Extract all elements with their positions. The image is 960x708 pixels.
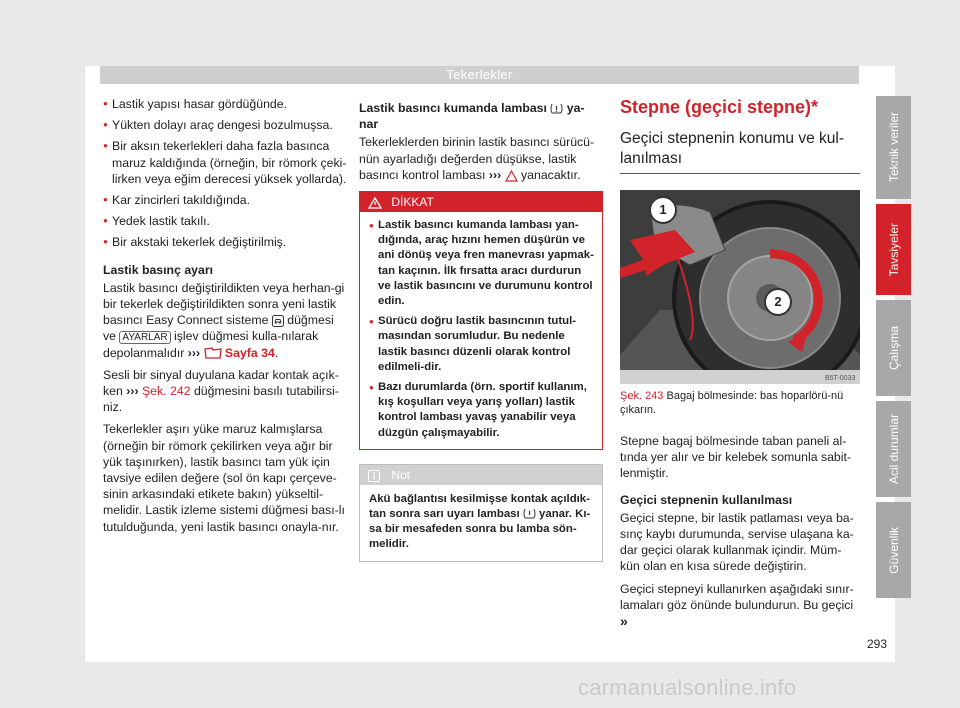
settings-key: AYARLAR <box>119 331 170 344</box>
page-link[interactable]: Sayfa 34 <box>224 345 275 360</box>
tire-pressure-icon <box>550 103 563 115</box>
paragraph: Stepne bagaj bölmesinde taban paneli al-tında yer alır ve bir kelebek somunla sabit-lenmiştir. <box>620 434 852 481</box>
note-text: Akü bağlantısı kesilmişse kontak açıldık-tan sonra sarı uyarı lambası yanar. Kı-sa bir mesafeden sonra bu lamba sön-melidir. <box>369 492 591 551</box>
figure-link[interactable]: Şek. 242 <box>141 384 191 399</box>
paragraph: Geçici stepneyi kullanırken aşağıdaki sınır-lamaları göz önünde bulundurun. Bu geçici » <box>620 581 854 630</box>
tab-guvenlik[interactable]: Güvenlik <box>876 502 911 598</box>
list-item: ● Sürücü doğru lastik basıncının tutul-masından sorumludur. Bu nedenle lastik basıncı düzenli olarak kontrol edilmeli-dir. <box>369 314 594 375</box>
section-subtitle: Geçici stepnenin konumu ve kul-lanılması <box>620 129 860 174</box>
warning-box <box>359 191 603 450</box>
page-header: Tekerlekler <box>100 66 859 84</box>
column-right <box>620 96 860 636</box>
column-middle <box>359 100 603 562</box>
paragraph: Tekerlekler aşırı yüke maruz kalmışlarsa (örneğin bir römork çekilirken veya ağır bir yük taşınırken), lastik basıncı tam yük için tavsiye edilen değere (sol ön kapı çerçeve-sinin arkasındaki etikete bakın) yükseltil-melidir. Lastik izleme sistemi düğmesi bası-lı tutulduğunda, yeni lastik basıncı onayla-nır. <box>103 422 345 534</box>
callout-1: 1 <box>649 196 677 224</box>
tab-acil-durumlar[interactable]: Acil durumlar <box>876 401 911 497</box>
tab-calisma[interactable]: Çalışma <box>876 300 911 396</box>
section-title: Stepne (geçici stepne)* <box>620 97 819 117</box>
section-heading: Lastik basınç ayarı <box>103 262 214 277</box>
arrow-icon: ››› <box>187 345 201 360</box>
list-item: ● Bazı durumlarda (örn. sportif kullanım, kış koşulları veya yarış yolları) lastik kontrol lambası yavaş yanabilir veya düzgün çalışmayabilir. <box>369 380 594 441</box>
list-item: ● Lastik yapısı hasar gördüğünde. <box>103 96 348 112</box>
list-item: ● Yükten dolayı araç dengesi bozulmuşsa. <box>103 117 348 133</box>
list-item: ● Yedek lastik takılı. <box>103 213 348 229</box>
warning-triangle-icon <box>505 170 518 182</box>
arrow-icon: ››› <box>126 384 139 399</box>
paragraph: Geçici stepne, bir lastik patlaması veya ba-sınç kaybı durumunda, servise ulaşana ka-dar geçici olarak kullanmak içindir. Müm-kün olan en kısa sürede değiştirin. <box>620 510 854 574</box>
warning-triangle-icon <box>368 197 382 209</box>
warning-header: DİKKAT <box>360 192 602 212</box>
callout-2: 2 <box>764 288 792 316</box>
tab-teknik-veriler[interactable]: Teknik veriler <box>876 96 911 199</box>
paragraph: Lastik basıncı değiştirildikten veya herhan-gi bir tekerlek değiştirildikten sonra yeni lastik basıncı Easy Connect sisteme düğmesi ve AYARLAR işlev düğmesi kulla-nılarak depolanmalıdır ››› Sayfa 34. <box>103 280 345 360</box>
list-item: ● Lastik basıncı kumanda lambası yan-dığında, araç hızını hemen düşürün ve ani dönüş veya fren manevrası yapmak-tan kaçının. İlk fırsatta aracı durdurun ve lastik basıncını ve durumunu kontrol edin. <box>369 218 594 309</box>
list-item: ● Bir aksın tekerlekleri daha fazla basınca maruz kaldığında (örneğin, bir römork çeki-lirken veya eğim derecesi yüksek yollarda). <box>103 138 348 187</box>
chapter-tabs <box>876 96 911 603</box>
figure-code: B5T-0033 <box>825 375 856 382</box>
book-reference-icon <box>204 347 222 359</box>
paragraph: Tekerleklerden birinin lastik basıncı sürücü-nün ayarladığı değerden düşükse, lastik basıncı kontrol lambası ››› yanacaktır. <box>359 135 595 182</box>
battery-lamp-icon <box>523 508 536 520</box>
paragraph: Sesli bir sinyal duyulana kadar kontak açık-ken ››› Şek. 242 düğmesini basılı tutabilirsi-niz. <box>103 367 339 415</box>
info-icon <box>368 470 380 482</box>
section-heading: Lastik basıncı kumanda lambası ya-nar <box>359 101 585 132</box>
note-header: Not <box>360 465 602 485</box>
watermark: carmanualsonline.info <box>578 675 797 700</box>
tab-tavsiyeler[interactable]: Tavsiyeler <box>876 204 911 295</box>
list-item: ● Kar zincirleri takıldığında. <box>103 192 348 208</box>
spare-wheel-figure <box>620 190 860 384</box>
section-heading: Geçici stepnenin kullanılması <box>620 492 793 507</box>
continue-arrow-icon: » <box>620 613 628 630</box>
car-icon <box>272 315 284 327</box>
figure-caption: Şek. 243 Bagaj bölmesinde: bas hoparlörü-nü çıkarın. <box>620 390 844 416</box>
list-item: ● Bir akstaki tekerlek değiştirilmiş. <box>103 234 348 250</box>
column-left <box>103 96 348 541</box>
note-box <box>359 464 603 562</box>
arrow-icon: ››› <box>488 167 502 182</box>
page-number: 293 <box>867 637 888 651</box>
